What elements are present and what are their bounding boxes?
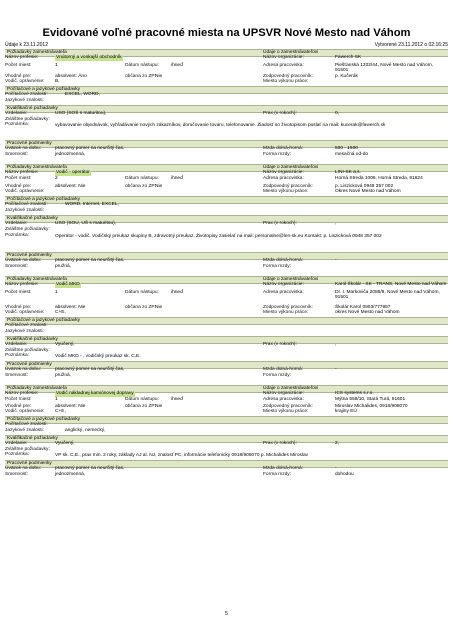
start-date-value: ihneď [171, 290, 184, 295]
section-label: Údaje o zamestnávateľovi [263, 276, 319, 282]
label: Adresa pracoviska: [263, 397, 304, 402]
label: Počítačové znalosti: [5, 202, 48, 207]
job-listing [5, 385, 448, 481]
label: Forma mzdy: [263, 472, 291, 477]
section-label: Požiadavky zamestnávateľa [7, 385, 67, 391]
work-form-value: dohodou [335, 472, 354, 477]
monthly-wage-value: - [335, 466, 337, 471]
label: Jazykové znalosti: [5, 208, 44, 213]
education-value: USO (SOU, UŠ s maturitou), [55, 221, 117, 226]
section-header-computer-lang [5, 416, 448, 424]
section-label: Pracovné podmienky [7, 460, 52, 466]
label: Počet miest: [5, 176, 32, 181]
employment-type-value: pracovný pomer na neurčitý čas, [55, 466, 125, 471]
section-label: Údaje o zamestnávateľovi [263, 164, 319, 170]
label: Názov profesie: [5, 282, 39, 287]
label: občana zo ZP: [125, 74, 156, 79]
employment-type-value: pracovný pomer na neurčitý čas, [55, 367, 125, 372]
label: Miesto výkonu práce: [263, 79, 309, 84]
shifts-value: jednozmenná, [55, 472, 86, 477]
num-positions-value: 2 [55, 176, 58, 181]
label: Názov profesie: [5, 391, 39, 396]
start-date-value: ihneď [171, 397, 184, 402]
label: Vzdelanie: [5, 221, 28, 226]
label: Počítačové znalosti: [5, 92, 48, 97]
page-title: Evidované voľné pracovné miesta na UPSVR Nové Mesto nad Váhom [42, 27, 411, 39]
work-location-value: krajiny EÚ [335, 409, 357, 414]
label: Vodič. oprávnenie: [5, 189, 45, 194]
label: Názov organizácie: [263, 170, 304, 175]
label: Názov profesie: [5, 170, 39, 175]
job-listing [5, 164, 448, 271]
label: Prax (v rokoch): [263, 111, 297, 116]
job-listings [5, 49, 448, 486]
label: Mzda dolná-horná: [263, 258, 303, 263]
label: Úväzok na dobu: [5, 258, 42, 263]
contact-person-value: Miroslav Michalides, 0918/908070 [335, 404, 408, 409]
workplace-address-value: Horná Streda 1006, Horná Streda, 91624 [335, 176, 423, 181]
label: Počet miest: [5, 290, 32, 295]
section-label: Pracovné podmienky [7, 140, 52, 146]
shifts-value: pružná, [55, 264, 71, 269]
license-value: C+E, [55, 310, 66, 315]
job-title-value: Vodič nákladnej kamiónovej dopravy [56, 391, 134, 396]
section-label: Počítačové a jazykové požiadavky [7, 196, 81, 202]
page-number: 5 [225, 611, 228, 617]
label: Počet miest: [5, 63, 32, 68]
label: Prax (v rokoch): [263, 441, 297, 446]
label: Prax (v rokoch): [263, 221, 297, 226]
label: Zodpovedný pracovník: [263, 404, 313, 409]
label: Adresa pracoviska: [263, 176, 304, 181]
section-label: Kvalifikačné požiadavky [7, 435, 58, 441]
label: Zodpovedný pracovník: [263, 74, 313, 79]
num-positions-value: 1 [55, 290, 58, 295]
created-timestamp: Vytvorené 23.11.2012 o 02:16:25 [374, 42, 448, 48]
label: Počet miest: [5, 397, 32, 402]
contact-person-value: Školár Karol 0903/777957 [335, 305, 391, 310]
label: Smennosť: [5, 152, 29, 157]
experience-value: 2, [335, 441, 340, 446]
label: Adresa pracoviska: [263, 63, 304, 68]
label: Názov organizácie: [263, 282, 304, 287]
shifts-value: pružná, [55, 373, 71, 378]
section-label: Požiadavky zamestnávateľa [7, 49, 67, 55]
section-label: Údaje o zamestnávateľovi [263, 385, 319, 391]
label: Smennosť: [5, 264, 29, 269]
section-label: Počítačové a jazykové požiadavky [7, 86, 81, 92]
num-positions-value: 1 [55, 63, 58, 68]
label: Zvláštne požiadavky: [5, 117, 50, 122]
label: Smennosť: [5, 373, 29, 378]
section-label: Počítačové a jazykové požiadavky [7, 416, 81, 422]
num-positions-value: 1 [55, 397, 58, 402]
org-name-value: LINI-SK a.s. [335, 170, 361, 175]
label: Počítačové znalosti: [5, 323, 48, 328]
label: Zvláštne požiadavky: [5, 447, 50, 452]
label: Dátum nástupu: [125, 397, 159, 402]
section-label: Požiadavky zamestnávateľa [7, 164, 67, 170]
label: Jazykové znalosti: [5, 98, 44, 103]
label: Dátum nástupu: [125, 290, 159, 295]
note-value: Vodič MKD - , vodičský preukaz sk. C,E. [55, 354, 141, 359]
experience-value: , [335, 342, 337, 347]
for-eu-value: Nie [155, 404, 163, 409]
suitable-for-value: absolvent: Nie [55, 184, 86, 189]
note-value: vybavovanie objednávok, vyhľadávanie nových zákazníkov, doručovanie tovaru, telefonovanie. Žiadosť so životopisom poslať na mail: kucerak@fawerch.sk [55, 123, 386, 128]
label: Poznámka: [5, 122, 29, 127]
label: Zodpovedný pracovník: [263, 305, 313, 310]
label: Vzdelanie: [5, 441, 28, 446]
label: Počítačové znalosti: [5, 422, 48, 427]
section-label: Počítačové a jazykové požiadavky [7, 317, 81, 323]
label: Vodič. oprávnenie: [5, 409, 45, 414]
label: Miesto výkonu práce: [263, 310, 309, 315]
contact-person-value: p. Liszicková 0948 357 002 [335, 184, 394, 189]
label: Zvláštne požiadavky: [5, 348, 50, 353]
section-label: Požiadavky zamestnávateľa [7, 276, 67, 282]
label: Mzda dolná-horná: [263, 466, 303, 471]
for-eu-value: Nie [155, 184, 163, 189]
label: Mzda dolná-horná: [263, 367, 303, 372]
label: Názov organizácie: [263, 55, 304, 60]
shifts-value: jednozmenná, [55, 152, 86, 157]
license-value: B, [55, 79, 60, 84]
language-skills-value: anglický, nemecký, [65, 428, 106, 433]
note-value: VP sk. C,E., prax min. 2 roky, základy AJ al. NJ, znalosť PC, informácie telefonicky 0918/908070 p. Michalides Miroslav [55, 453, 309, 458]
section-label: Kvalifikačné požiadavky [7, 215, 58, 221]
label: Poznámka: [5, 233, 29, 238]
work-location-value: okres Nové Mesto nad Váhom [335, 310, 400, 315]
label: Vhodné pre: [5, 74, 32, 79]
label: Smennosť: [5, 472, 29, 477]
for-eu-value: Nie [155, 74, 163, 79]
label: Dátum nástupu: [125, 176, 159, 181]
workplace-address-value: Mýtna 558/10, Stará Turá, 91601 [335, 397, 406, 402]
section-label: Údaje o zamestnávateľovi [263, 49, 319, 55]
label: Názov organizácie: [263, 391, 304, 396]
label: Prax (v rokoch): [263, 342, 297, 347]
education-value: USO (SOŠ s maturitou), [55, 111, 107, 116]
label: Vzdelanie: [5, 342, 28, 347]
section-label: Kvalifikačné požiadavky [7, 336, 58, 342]
start-date-value: ihneď [171, 176, 184, 181]
employment-type-value: pracovný pomer na neurčitý čas, [55, 258, 125, 263]
org-name-value: ICS systems s.r.o. [335, 391, 374, 396]
workplace-address-value: Dr. I. Markoviča 2086/9, Nové Mesto nad Váhom, 91501 [335, 290, 440, 300]
label: Úväzok na dobu: [5, 466, 42, 471]
org-name-value: Fawerch SK [335, 55, 362, 60]
education-value: Vyučený, [55, 342, 75, 347]
monthly-wage-value: - [335, 367, 337, 372]
job-title-value: Vodič MKD [56, 282, 80, 287]
label: Poznámka: [5, 452, 29, 457]
label: Forma mzdy: [263, 373, 291, 378]
suitable-for-value: absolvent: Nie [55, 404, 86, 409]
report-date: Údaje k 23.11.2012 [5, 42, 48, 48]
work-form-value: mesačná od-do [335, 152, 369, 157]
label: Vhodné pre: [5, 184, 32, 189]
label: Vhodné pre: [5, 305, 32, 310]
job-title-value: Vnútorný a vonkajší obchodník [56, 55, 122, 60]
employment-type-value: pracovný pomer na neurčitý čas, [55, 146, 125, 151]
label: Úväzok na dobu: [5, 146, 42, 151]
workplace-address-value: Piešťanská 1202/44, Nové Mesto nad Váhom, 91501 [335, 63, 434, 73]
label: Jazykové znalosti: [5, 329, 44, 334]
label: Zvláštne požiadavky: [5, 227, 50, 232]
label: Zodpovedný pracovník: [263, 184, 313, 189]
note-value: Operátor - vodič. Vodičský preukaz skupiny B, zdravotný preukaz. Životopisy zasielať na mail: personalne@len-sk.eu Kontakt: p. Liszicková 0948 357 002 [55, 234, 382, 239]
section-header-computer-lang [5, 317, 448, 325]
label: Úväzok na dobu: [5, 367, 42, 372]
label: občana zo ZP: [125, 305, 156, 310]
for-eu-value: Nie [155, 305, 163, 310]
section-label: Kvalifikačné požiadavky [7, 105, 58, 111]
label: Forma mzdy: [263, 152, 291, 157]
contact-person-value: p. Kučerák [335, 74, 358, 79]
work-location-value: Okres Nové Mesto nad Váhom [335, 189, 401, 194]
label: občana zo ZP: [125, 404, 156, 409]
label: Jazykové znalosti: [5, 428, 44, 433]
label: Adresa pracoviska: [263, 290, 304, 295]
computer-skills-value: WORD, Internet, EXCEL, [65, 202, 119, 207]
suitable-for-value: absolvent: Áno [55, 74, 87, 79]
monthly-wage-value: 500 - 1500 [335, 146, 358, 151]
label: Poznámka: [5, 353, 29, 358]
suitable-for-value: absolvent: Nie [55, 305, 86, 310]
org-name-value: Karol Školár - SK - TRANS, Nové Mesto nad Váhom [335, 282, 447, 287]
label: Vzdelanie: [5, 111, 28, 116]
label: Miesto výkonu práce: [263, 409, 309, 414]
license-value: C+E, [55, 409, 66, 414]
label: Vhodné pre: [5, 404, 32, 409]
label: Vodič. oprávnenie: [5, 79, 45, 84]
label: Mzda dolná-horná: [263, 146, 303, 151]
label: Forma mzdy: [263, 264, 291, 269]
experience-value: , [335, 221, 337, 226]
label: Názov profesie: [5, 55, 39, 60]
education-value: Vyučený, [55, 441, 75, 446]
job-listing [5, 276, 448, 380]
label: Vodič. oprávnenie: [5, 310, 45, 315]
experience-value: 0, [335, 111, 340, 116]
monthly-wage-value: - [335, 258, 337, 263]
section-label: Pracovné podmienky [7, 252, 52, 258]
label: občana zo ZP: [125, 184, 156, 189]
start-date-value: ihneď [171, 63, 184, 68]
section-label: Pracovné podmienky [7, 361, 52, 367]
job-title-value: Vodič - operátor [56, 170, 90, 175]
label: Miesto výkonu práce: [263, 189, 309, 194]
computer-skills-value: EXCEL, WORD, [65, 92, 100, 97]
job-listing [5, 49, 448, 159]
label: Dátum nástupu: [125, 63, 159, 68]
